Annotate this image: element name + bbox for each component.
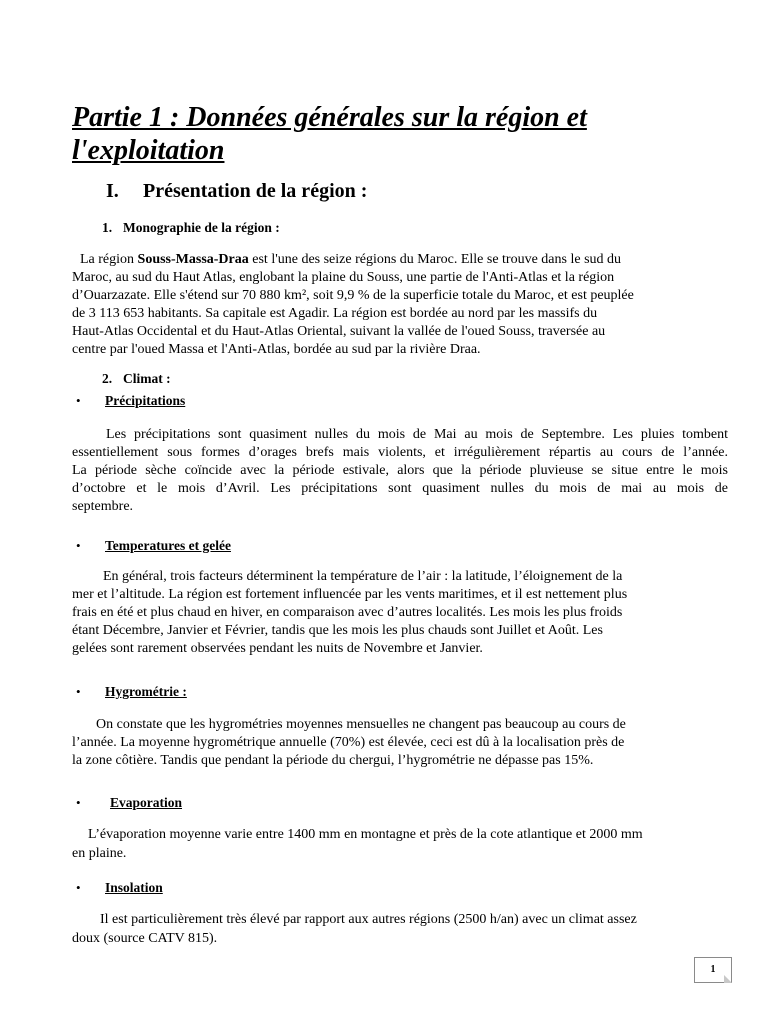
insolation-heading: Insolation [105, 880, 163, 895]
precipitations-paragraph [72, 427, 728, 519]
paragraph-line: En général, trois facteurs déterminent la température de l’air : la latitude, l’éloignement de la [103, 569, 623, 584]
page-number-badge [694, 957, 732, 983]
region-name: Souss-Massa-Draa [137, 252, 249, 267]
subsection-2-heading: Climat : [123, 371, 171, 386]
section-numeral: I. [106, 180, 119, 202]
page-number: 1 [710, 964, 716, 975]
temperatures-paragraph [72, 569, 728, 661]
bullet-icon: • [76, 684, 81, 699]
paragraph-line: de 3 113 653 habitants. Sa capitale est Agadir. La région est bordée au nord par les massifs du [72, 306, 598, 321]
page-title [72, 101, 712, 167]
monographie-paragraph [72, 252, 728, 362]
section-heading: Présentation de la région : [143, 180, 368, 202]
subsection-2-number: 2. [102, 371, 113, 386]
page-title-line-2: l'exploitation [72, 135, 225, 166]
paragraph-line: Il est particulièrement très élevé par rapport aux autres régions (2500 h/an) avec un climat assez [100, 912, 637, 927]
page-title-line-1: Partie 1 : Données générales sur la région et [72, 102, 587, 133]
paragraph-line: Maroc, au sud du Haut Atlas, englobant la plaine du Souss, une partie de l'Anti-Atlas et la région [72, 270, 615, 285]
paragraph-line: Les précipitations sont quasiment nulles du mois de Mai au mois de Septembre. Les pluies tombent [106, 427, 728, 442]
evaporation-paragraph [72, 827, 728, 865]
bullet-icon: • [76, 880, 81, 895]
paragraph-line: d’octobre et le mois d’Avril. Les précipitations sont quasiment nulles du mois de mai au mois de [72, 481, 728, 496]
page-fold-corner [724, 975, 732, 983]
paragraph-line: essentiellement sous formes d’orages brefs mais violents, et irrégulièrement répartis au cours de l’année. [72, 445, 728, 460]
paragraph-line: l’année. La moyenne hygrométrique annuelle (70%) est élevée, ceci est dû à la localisation près de [72, 735, 625, 750]
precipitations-heading: Précipitations [105, 393, 186, 408]
bullet-icon: • [76, 538, 81, 553]
paragraph-line: frais en été et plus chaud en hiver, en comparaison avec d’autres localités. Les mois les plus froids [72, 605, 623, 620]
paragraph-line: La région Souss-Massa-Draa est l'une des seize régions du Maroc. Elle se trouve dans le sud du [80, 252, 622, 267]
paragraph-line: étant Décembre, Janvier et Février, tandis que les mois les plus chauds sont Juillet et Août. Les [72, 623, 603, 638]
temperatures-heading: Temperatures et gelée [105, 538, 231, 553]
paragraph-line: L’évaporation moyenne varie entre 1400 mm en montagne et près de la cote atlantique et 2000 mm [88, 827, 643, 842]
subsection-1-number: 1. [102, 220, 113, 235]
paragraph-line: en plaine. [72, 846, 127, 861]
insolation-paragraph [72, 912, 728, 950]
paragraph-line: On constate que les hygrométries moyennes mensuelles ne changent pas beaucoup au cours de [96, 717, 626, 732]
paragraph-line: Haut-Atlas Occidental et du Haut-Atlas Oriental, suivant la vallée de l'oued Souss, traversée au [72, 324, 606, 339]
hygrometrie-heading: Hygrométrie : [105, 684, 187, 699]
paragraph-line: septembre. [72, 499, 134, 514]
paragraph-line: mer et l’altitude. La région est fortement influencée par les vents maritimes, et il est nettement plus [72, 587, 628, 602]
hygrometrie-paragraph [72, 717, 728, 773]
subsection-1-heading: Monographie de la région : [123, 220, 280, 235]
paragraph-line: d’Ouarzazate. Elle s'étend sur 70 880 km², soit 9,9 % de la superficie totale du Maroc, et est peuplée [72, 288, 634, 303]
bullet-icon: • [76, 393, 81, 408]
paragraph-line: doux (source CATV 815). [72, 931, 218, 946]
bullet-icon: • [76, 795, 81, 810]
paragraph-line: centre par l'oued Massa et l'Anti-Atlas, bordée au sud par la rivière Draa. [72, 342, 481, 357]
paragraph-line: La période sèche coïncide avec la période estivale, alors que la période pluvieuse se situe entre le mois [72, 463, 728, 478]
paragraph-line: gelées sont rarement observées pendant les nuits de Novembre et Janvier. [72, 641, 483, 656]
evaporation-heading: Evaporation [110, 795, 183, 810]
paragraph-line: la zone côtière. Tandis que pendant la période du chergui, l’hygrométrie ne dépasse pas 15%. [72, 753, 594, 768]
